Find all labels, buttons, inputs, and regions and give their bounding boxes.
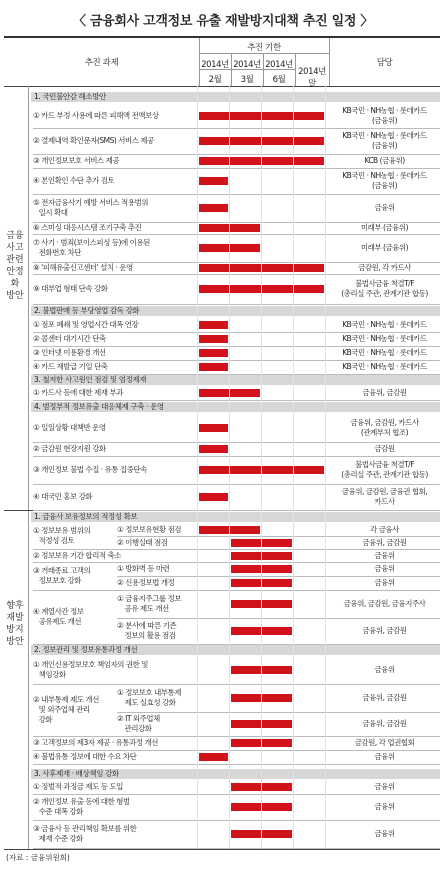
task-label: 공유 제도 개선 (117, 604, 169, 613)
task-label: 정보보호 강화 (33, 576, 82, 585)
row-divider (33, 274, 440, 275)
task-label: ② 금감원 현장지원 강화 (33, 444, 106, 453)
task-label: ⑨ 대부업 형태 단속 강화 (33, 284, 108, 293)
row-divider (117, 736, 440, 737)
owner-label: 금융위, 금감원, 카드사 (350, 418, 419, 427)
task-label: ③ 인터넷 이용환경 개선 (33, 348, 106, 357)
task-label: ④ 카드 재발급 기일 단축 (33, 362, 108, 371)
header-col-1-month: 2월 (208, 75, 222, 85)
task-label: ② 정보보유 기간 합리적 축소 (33, 550, 121, 560)
schedule-bar (199, 204, 228, 212)
owner-label: 금감원, 각 업권협회 (354, 738, 415, 747)
task-label: ① 카드 부정 사용에 따른 피해액 전액보상 (33, 110, 159, 120)
owner-label: 미래부 (금융위) (360, 223, 409, 232)
task-label: 관리강화 (117, 724, 152, 733)
header-col-2-year: 2014년 (233, 60, 261, 70)
task-label: ② 내부통제 제도 개선 (33, 695, 99, 704)
side-label-top (6, 230, 24, 302)
row-divider (33, 234, 440, 235)
task-label: 제재 수준 강화 (33, 834, 83, 843)
row-divider (33, 510, 440, 511)
row-divider (33, 374, 440, 375)
section-header: 1. 국민불안감 해소방안 (31, 92, 440, 102)
task-label: ④ 불법유통 정보에 대한 수요 차단 (33, 752, 137, 761)
side-label-bottom (6, 600, 24, 648)
task-label: ⑧ '피해유출신고센터' 설치 · 운영 (33, 263, 133, 272)
owner-label: KB국민 · NH농협 · 롯데카드 (342, 320, 427, 329)
owner-label: 불법사금융 척결T/F (354, 279, 415, 288)
owner-label: 금융위, 금감원 (362, 537, 407, 547)
owner-label: 금융위, 금감원 (362, 719, 407, 728)
row-divider (33, 128, 440, 129)
grid-guide (325, 86, 326, 849)
owner-label: 금융위, 금감원 (362, 626, 407, 635)
section-header: 3. 사후제재 · 배상책임 강화 (31, 769, 440, 779)
task-label: 정보의 활용 점검 (117, 631, 176, 640)
task-label: ① 방화벽 등 마련 (117, 564, 170, 573)
row-divider (33, 304, 440, 305)
owner-label: KB국민 · NH농협 · 롯데카드 (342, 334, 427, 343)
header-col-2-month: 3월 (240, 75, 254, 85)
owner-label: 불법사금융 척결T/F (354, 460, 415, 469)
header-col-1-year: 2014년 (201, 60, 229, 70)
task-label: ① 금융지주그룹 정보 (117, 594, 181, 603)
task-label: ① 개인신용정보보호 책임자의 권한 및 (33, 660, 148, 669)
schedule-bar (199, 335, 228, 343)
row-divider (33, 442, 440, 443)
task-label: 책임강화 (33, 670, 66, 679)
task-label: ① 카드사 등에 대한 제재 부과 (33, 388, 123, 397)
task-label: ① 일일상황 대책반 운영 (33, 423, 106, 432)
grid-guide (229, 86, 230, 849)
owner-label: 금융위 (374, 203, 395, 212)
schedule-bar (199, 424, 228, 432)
owner-label: (금융위) (371, 141, 398, 150)
header-deadline: 추진 기한 (247, 43, 281, 53)
header-col-4-label: 2014년말 (298, 67, 326, 89)
row-divider (117, 712, 440, 713)
section-header: 4. 범정부적 정보유출 대응체제 구축 · 운영 (31, 402, 440, 412)
task-label: ③ 개인정보 불법 수집 · 유통 집중단속 (33, 465, 147, 474)
task-label: 전화번호 차단 (33, 248, 82, 257)
owner-label: (총리실 주관, 관계기관 합동) (341, 470, 428, 479)
task-label: 및 외주업체 관리 (33, 705, 90, 714)
schedule-bar (199, 321, 228, 329)
owner-label: KB국민 · NH농협 · 롯데카드 (342, 105, 427, 115)
owner-label: (금융위) (371, 115, 398, 125)
task-label: ③ 개인정보보호 서비스 제공 (33, 156, 120, 165)
owner-label: KCB (금융위) (364, 156, 405, 165)
side-label-top-text: 금융 사고관련 안정화 방안 (6, 231, 24, 301)
row-divider (33, 346, 440, 347)
task-label: ① 점포 폐쇄 및 영업시간 대폭 연장 (33, 320, 139, 329)
schedule-bar (199, 445, 228, 453)
row-divider (33, 360, 440, 361)
task-label: ④ 계열사간 정보 (33, 607, 84, 616)
owner-label: 금융위, 금감원, 금융권 협회, (341, 487, 428, 496)
row-divider (33, 684, 440, 685)
row-divider (117, 576, 440, 577)
task-label: ④ 본인확인 수단 추가 검토 (33, 176, 115, 185)
task-label: ③ 금융사 등 관리책임 확보를 위한 (33, 824, 137, 833)
task-label: ① 정보보유 범위의 (33, 526, 91, 535)
row-divider (117, 618, 440, 619)
owner-label: 금융위 (374, 802, 395, 811)
grid-guide (197, 86, 198, 849)
owner-label: KB국민 · NH농협 · 롯데카드 (342, 131, 427, 140)
owner-label: 금융위 (374, 829, 395, 838)
task-label: ② 분사에 따른 기존 (117, 621, 177, 630)
owner-label: 각 금융사 (370, 524, 399, 534)
owner-label: (금융위) (371, 181, 398, 190)
task-label: ③ 거래종료 고객의 (33, 566, 91, 575)
owner-label: 금융위 (374, 578, 395, 587)
row-divider (33, 194, 440, 195)
task-label: ① 정보보유현황 점검 (117, 524, 181, 534)
row-divider (33, 400, 440, 401)
task-label: ③ 고객정보의 제3자 제공 · 유통과정 개선 (33, 738, 158, 747)
task-label: 적정성 검토 (33, 536, 75, 545)
owner-label: 금융위 (374, 564, 395, 573)
task-label: ① 정보보호 내부통제 (117, 688, 181, 697)
row-divider (33, 456, 440, 457)
schedule-bar (199, 753, 228, 761)
task-label: ② 신용정보법 개정 (117, 578, 175, 587)
task-label: ⑥ 스미싱 대응시스템 조기구축 추진 (33, 223, 142, 232)
task-label: ⑦ 사기 · 범죄(보이스피싱 등)에 이용된 (33, 238, 150, 247)
schedule-bar (199, 177, 228, 185)
task-label: 공유제도 개선 (33, 617, 82, 626)
side-label-bottom-text: 향후 재발방지 방안 (6, 601, 24, 647)
owner-label: 금융위, 금감원 (362, 388, 407, 397)
owner-label: (총리실 주관, 관계기관 합동) (341, 289, 428, 298)
source-note: (자료 : 금융위원회) (6, 853, 70, 862)
section-header: 2. 불법판매 등 부당영업 감독 강화 (31, 306, 440, 316)
task-label: ② 이행실태 점검 (117, 537, 168, 547)
row-divider (117, 644, 440, 645)
table-header (4, 38, 440, 87)
row-divider (33, 154, 440, 155)
grid-guide (261, 86, 262, 849)
row-divider (33, 750, 440, 751)
owner-label: 금융위 (374, 782, 395, 791)
task-label: ② 콜센터 대기시간 단축 (33, 334, 106, 343)
schedule-bar (199, 349, 228, 357)
row-divider (117, 549, 440, 550)
header-task: 추진 과제 (84, 58, 119, 68)
owner-label: 금융위 (374, 752, 395, 761)
schedule-bar (199, 493, 228, 501)
row-divider (117, 590, 440, 591)
owner-label: (관계부처 협조) (360, 428, 409, 437)
owner-label: 금감원, 각 카드사 (358, 263, 411, 272)
task-label: ④ 대국민 홍보 강화 (33, 492, 93, 501)
task-label: ⑤ 전자금융사기 예방 서비스 적용범위 (33, 198, 148, 207)
grid-guide (293, 86, 294, 849)
row-divider (33, 332, 440, 333)
owner-label: 금융위, 금감원, 금융지주사 (343, 599, 426, 608)
row-divider (33, 764, 440, 765)
task-label: 수준 대폭 강화 (33, 807, 83, 816)
owner-label: 금융위, 금감원 (362, 693, 407, 702)
task-label: ② 결제내역 확인문자(SMS) 서비스 제공 (33, 136, 154, 145)
task-label: 제도 실효성 강화 (117, 698, 176, 707)
owner-label: KB국민 · NH농협 · 롯데카드 (342, 362, 427, 371)
schedule-bar (199, 363, 228, 371)
owner-label: 카드사 (374, 497, 395, 506)
task-label: ② 개인정보 유출 등에 대한 형벌 (33, 797, 130, 806)
page-title: 〈 금융회사 고객정보 유출 재발방지대책 추진 일정 〉 (72, 14, 374, 29)
row-divider (33, 848, 440, 849)
task-label: ① 징벌적 과징금 제도 등 도입 (33, 782, 123, 791)
section-header: 3. 철저한 사고원인 점검 및 엄정제재 (31, 375, 440, 385)
row-divider (33, 562, 440, 563)
owner-label: 금감원 (374, 444, 395, 453)
owner-label: 금융위 (374, 550, 395, 560)
header-owner: 담당 (376, 58, 393, 68)
owner-label: KB국민 · NH농협 · 롯데카드 (342, 171, 427, 180)
owner-label: KB국민 · NH농협 · 롯데카드 (342, 348, 427, 357)
row-divider (33, 484, 440, 485)
task-label: 강화 (33, 715, 53, 724)
section-header: 2. 정보관리 및 정보유통과정 개선 (31, 645, 440, 655)
section-header: 1. 금융사 보유정보의 적정성 확보 (31, 512, 440, 522)
owner-label: 금융위 (374, 665, 395, 674)
owner-label: 미래부 (금융위) (360, 243, 409, 252)
header-col-3-year: 2014년 (265, 60, 293, 70)
task-label: 일시 확대 (33, 208, 68, 217)
task-label: ② IT 외주업체 (117, 714, 160, 723)
row-divider (33, 820, 440, 821)
row-divider (33, 794, 440, 795)
header-col-3-month: 6월 (272, 75, 286, 85)
row-divider (33, 168, 440, 169)
